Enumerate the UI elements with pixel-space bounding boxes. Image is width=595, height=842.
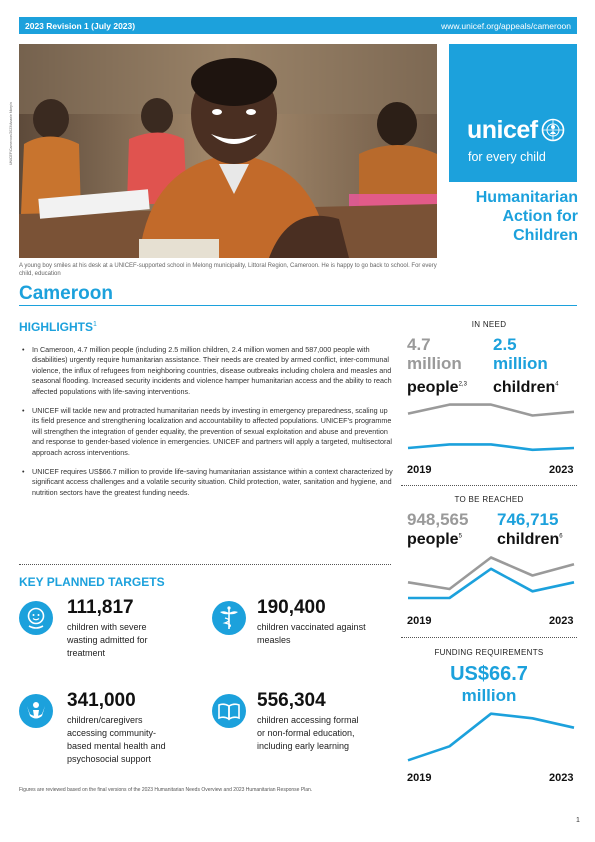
target-label-line: including early learning: [257, 741, 350, 751]
revision-label: 2023 Revision 1 (July 2023): [25, 21, 136, 31]
target-label-line: accessing community-: [67, 728, 157, 738]
chart-year-start: 2019: [407, 615, 432, 627]
footnote: Figures are reviewed based on the final versions of the 2023 Humanitarian Needs Overview and 2023 Humanitarian Response Plan.: [19, 787, 313, 793]
section-divider: [19, 564, 391, 565]
bullet-dot-icon: •: [22, 345, 25, 354]
chart-year-end: 2023: [549, 772, 574, 784]
hands-child-icon-glyph: [19, 694, 53, 728]
child-nutrition-icon: [19, 601, 53, 635]
unicef-globe-icon: [541, 118, 565, 142]
highlights-list: [22, 345, 394, 507]
appeal-title-line-2: Action for: [502, 208, 578, 225]
unicef-logo: unicef: [467, 116, 538, 144]
page-number: 1: [576, 817, 580, 824]
highlight-text: UNICEF will tackle new and protracted humanitarian needs by investing in emergency preparedness, scaling up its field presence and strengthening localization and accountability to affected populations. UNICEF’s programme will strengthen the integration of gender equality, the prevention of sexual exploitation and abuse and prevention and response to gender-based violence in emergencies. UNICEF and partners will apply a targeted, multisectoral approach across interventions.: [32, 406, 392, 457]
sidebar-divider: [401, 637, 577, 638]
highlights-title-text: HIGHLIGHTS: [19, 320, 93, 334]
in-need-children-unit: million: [493, 354, 548, 373]
target-label-line: children/caregivers: [67, 715, 143, 725]
targets-title: KEY PLANNED TARGETS: [19, 575, 165, 589]
chart-year-start: 2019: [407, 464, 432, 476]
unicef-tagline: for every child: [468, 150, 546, 164]
book-icon-glyph: [212, 694, 246, 728]
target-label-line: wasting admitted for: [67, 635, 148, 645]
in-need-people-number: 4.7: [407, 335, 431, 354]
book-icon: [212, 694, 246, 728]
reach-people-footnote: 5: [458, 533, 462, 540]
chart-year-start: 2019: [407, 772, 432, 784]
funding-unit: million: [461, 686, 517, 705]
chart-year-end: 2023: [549, 615, 574, 627]
reach-people-word-text: people: [407, 531, 459, 548]
reach-children-value: 746,715: [497, 510, 559, 529]
target-label-line: measles: [257, 635, 291, 645]
target-label-line: treatment: [67, 648, 106, 658]
unicef-logo-box: [449, 44, 577, 182]
in-need-children-word-text: children: [493, 379, 556, 396]
trend-line-series-1: [408, 444, 574, 449]
target-value: 111,817: [67, 597, 134, 618]
target-label-line: or non-formal education,: [257, 728, 355, 738]
appeal-title-line-3: Children: [513, 227, 578, 244]
funding-label: FUNDING REQUIREMENTS: [434, 648, 544, 657]
sidebar-divider: [401, 485, 577, 486]
title-rule: [19, 305, 577, 306]
target-value: 556,304: [257, 690, 326, 711]
in-need-children-value: [493, 335, 548, 373]
in-need-label: IN NEED: [471, 320, 507, 329]
reach-children-word: [497, 531, 563, 549]
in-need-people-unit: million: [407, 354, 462, 373]
target-label-line: children with severe: [67, 622, 147, 632]
target-value: 190,400: [257, 597, 326, 618]
trend-line-series-1: [408, 569, 574, 598]
target-label-line: based mental health and: [67, 741, 166, 751]
target-label-line: children vaccinated against: [257, 622, 366, 632]
reach-children-word-text: children: [497, 531, 560, 548]
hands-child-icon: [19, 694, 53, 728]
highlights-footnote-ref: 1: [93, 321, 97, 328]
appeal-title-line-1: Humanitarian: [475, 189, 578, 206]
in-need-people-word-text: people: [407, 379, 459, 396]
in-need-children-footnote: 4: [555, 381, 559, 388]
bullet-dot-icon: •: [22, 406, 25, 416]
appeal-url-link[interactable]: www.unicef.org/appeals/cameroon: [441, 21, 571, 31]
country-title: Cameroon: [19, 283, 113, 304]
to-be-reached-label: TO BE REACHED: [454, 495, 524, 504]
trend-line-series-0: [408, 558, 574, 590]
reach-trend-chart: [405, 550, 577, 610]
target-value: 341,000: [67, 690, 136, 711]
hero-photo-illustration: [19, 44, 437, 258]
appeal-title: [440, 188, 578, 245]
child-nutrition-icon-glyph: [19, 601, 53, 635]
highlight-text: In Cameroon, 4.7 million people (including 2.5 million children, 2.4 million women and 587,000 people with disabilities) urgently require humanitarian assistance. Their needs are created by armed conflict, inter-communal violence, the influx of refugees from neighboring countries, disease outbreaks including cholera and measles and seasonal flooding. Increased security incidents and violence hamper humanitarian access and the ability to reach affected populations with life-saving interventions.: [32, 345, 392, 396]
highlight-text: UNICEF requires US$66.7 million to provide life-saving humanitarian assistance within a context characterized by significant access challenges and a volatile security situation. Child protection, water, sanitation and hygiene, and nutrition sectors have the greatest funding needs.: [32, 467, 393, 497]
reach-children-footnote: 6: [559, 533, 563, 540]
in-need-trend-chart: [405, 398, 577, 460]
in-need-people-value: [407, 335, 462, 373]
target-label-line: children accessing formal: [257, 715, 359, 725]
in-need-children-number: 2.5: [493, 335, 517, 354]
photo-credit: UNICEF/Cameroon/2023/Ananie Nkeyin: [9, 102, 13, 165]
highlights-title: [19, 320, 97, 334]
photo-caption: A young boy smiles at his desk at a UNICEF-supported school in Melong municipality, Littoral Region, Cameroon. He is happy to go back to school. For every child, education: [19, 263, 437, 277]
hero-photo: [19, 44, 437, 258]
funding-value: US$66.7: [450, 663, 528, 685]
in-need-children-word: [493, 379, 559, 397]
chart-year-end: 2023: [549, 464, 574, 476]
target-label-line: psychosocial support: [67, 754, 152, 764]
highlight-bullet: [22, 467, 394, 498]
reach-people-value: 948,565: [407, 510, 469, 529]
in-need-people-word: [407, 379, 467, 397]
caduceus-icon-glyph: [212, 601, 246, 635]
highlight-bullet: [22, 345, 394, 397]
trend-line-series-0: [408, 714, 574, 761]
header-bar: [19, 17, 577, 34]
reach-people-word: [407, 531, 462, 549]
caduceus-icon: [212, 601, 246, 635]
bullet-dot-icon: •: [22, 467, 25, 477]
trend-line-series-0: [408, 405, 574, 416]
funding-trend-chart: [405, 706, 577, 768]
highlight-bullet: [22, 406, 394, 458]
in-need-people-footnote: 2,3: [458, 381, 467, 388]
